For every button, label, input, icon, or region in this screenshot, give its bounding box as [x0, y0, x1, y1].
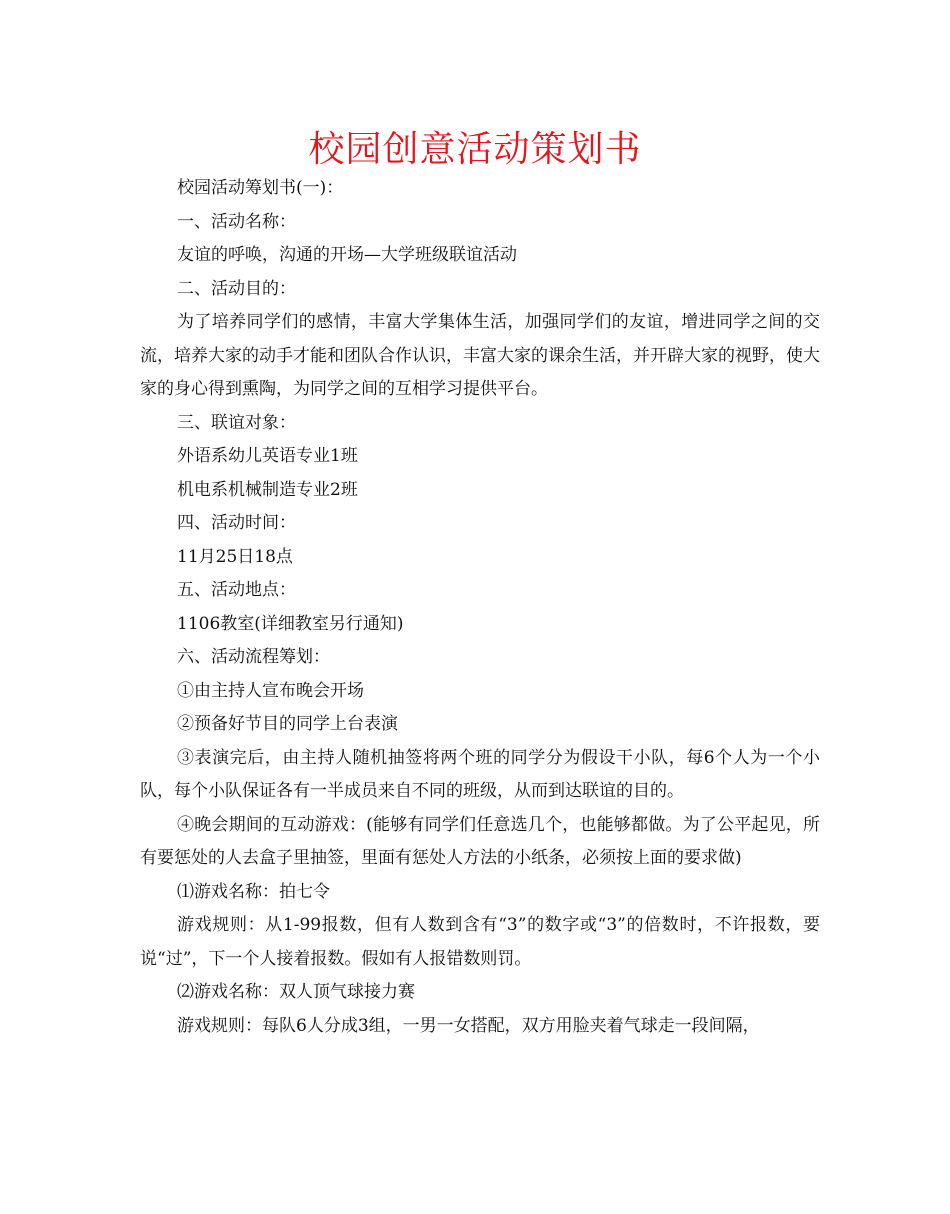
- paragraph-section-5-heading: 五、活动地点：: [177, 580, 296, 600]
- paragraph-class-2: 机电系机械制造专业2班: [177, 479, 358, 500]
- paragraph-activity-location: 1106教室(详细教室另行通知): [177, 613, 404, 634]
- paragraph-step-1: ①由主持人宣布晚会开场: [177, 680, 364, 701]
- document-body: [140, 172, 820, 1043]
- paragraph-activity-name: 友谊的呼唤，沟通的开场—大学班级联谊活动: [177, 245, 517, 265]
- paragraph-game-1-name: ⑴游戏名称：拍七令: [177, 881, 330, 902]
- paragraph-class-1: 外语系幼儿英语专业1班: [177, 446, 358, 466]
- paragraph-subtitle: 校园活动筹划书(一)：: [177, 178, 344, 198]
- paragraph-section-2-heading: 二、活动目的：: [177, 278, 296, 299]
- paragraph-activity-purpose: 为了培养同学们的感情，丰富大学集体生活，加强同学们的友谊，增进同学之间的交流，培养大家的动手才能和团队合作认识，丰富大家的课余生活，并开辟大家的视野，使大家的身心得到熏陶，为同学之间的互相学习提供平台。: [140, 312, 820, 399]
- paragraph-game-2-name: ⑵游戏名称：双人顶气球接力赛: [177, 982, 415, 1002]
- paragraph-step-3: ③表演完后，由主持人随机抽签将两个班的同学分为假设干小队，每6个人为一个小队，每个小队保证各有一半成员来自不同的班级，从而到达联谊的目的。: [140, 747, 820, 801]
- paragraph-section-3-heading: 三、联谊对象：: [177, 412, 296, 433]
- paragraph-section-6-heading: 六、活动流程筹划：: [177, 647, 330, 667]
- paragraph-game-2-rules: 游戏规则：每队6人分成3组，一男一女搭配，双方用脸夹着气球走一段间隔，: [177, 1015, 760, 1036]
- paragraph-step-4: ④晚会期间的互动游戏：(能够有同学们任意选几个，也能够都做。为了公平起见，所有要惩处的人去盒子里抽签，里面有惩处人方法的小纸条，必须按上面的要求做): [140, 814, 820, 868]
- paragraph-section-4-heading: 四、活动时间：: [177, 513, 296, 533]
- paragraph-step-2: ②预备好节目的同学上台表演: [177, 714, 398, 734]
- paragraph-section-1-heading: 一、活动名称：: [177, 211, 296, 232]
- document-title: 校园创意活动策划书: [308, 129, 642, 170]
- paragraph-game-1-rules: 游戏规则：从1-99报数，但有人数到含有“3”的数字或“3”的倍数时，不许报数，要说“过”，下一个人接着报数。假如有人报错数则罚。: [140, 915, 820, 969]
- paragraph-activity-time: 11月25日18点: [177, 546, 293, 567]
